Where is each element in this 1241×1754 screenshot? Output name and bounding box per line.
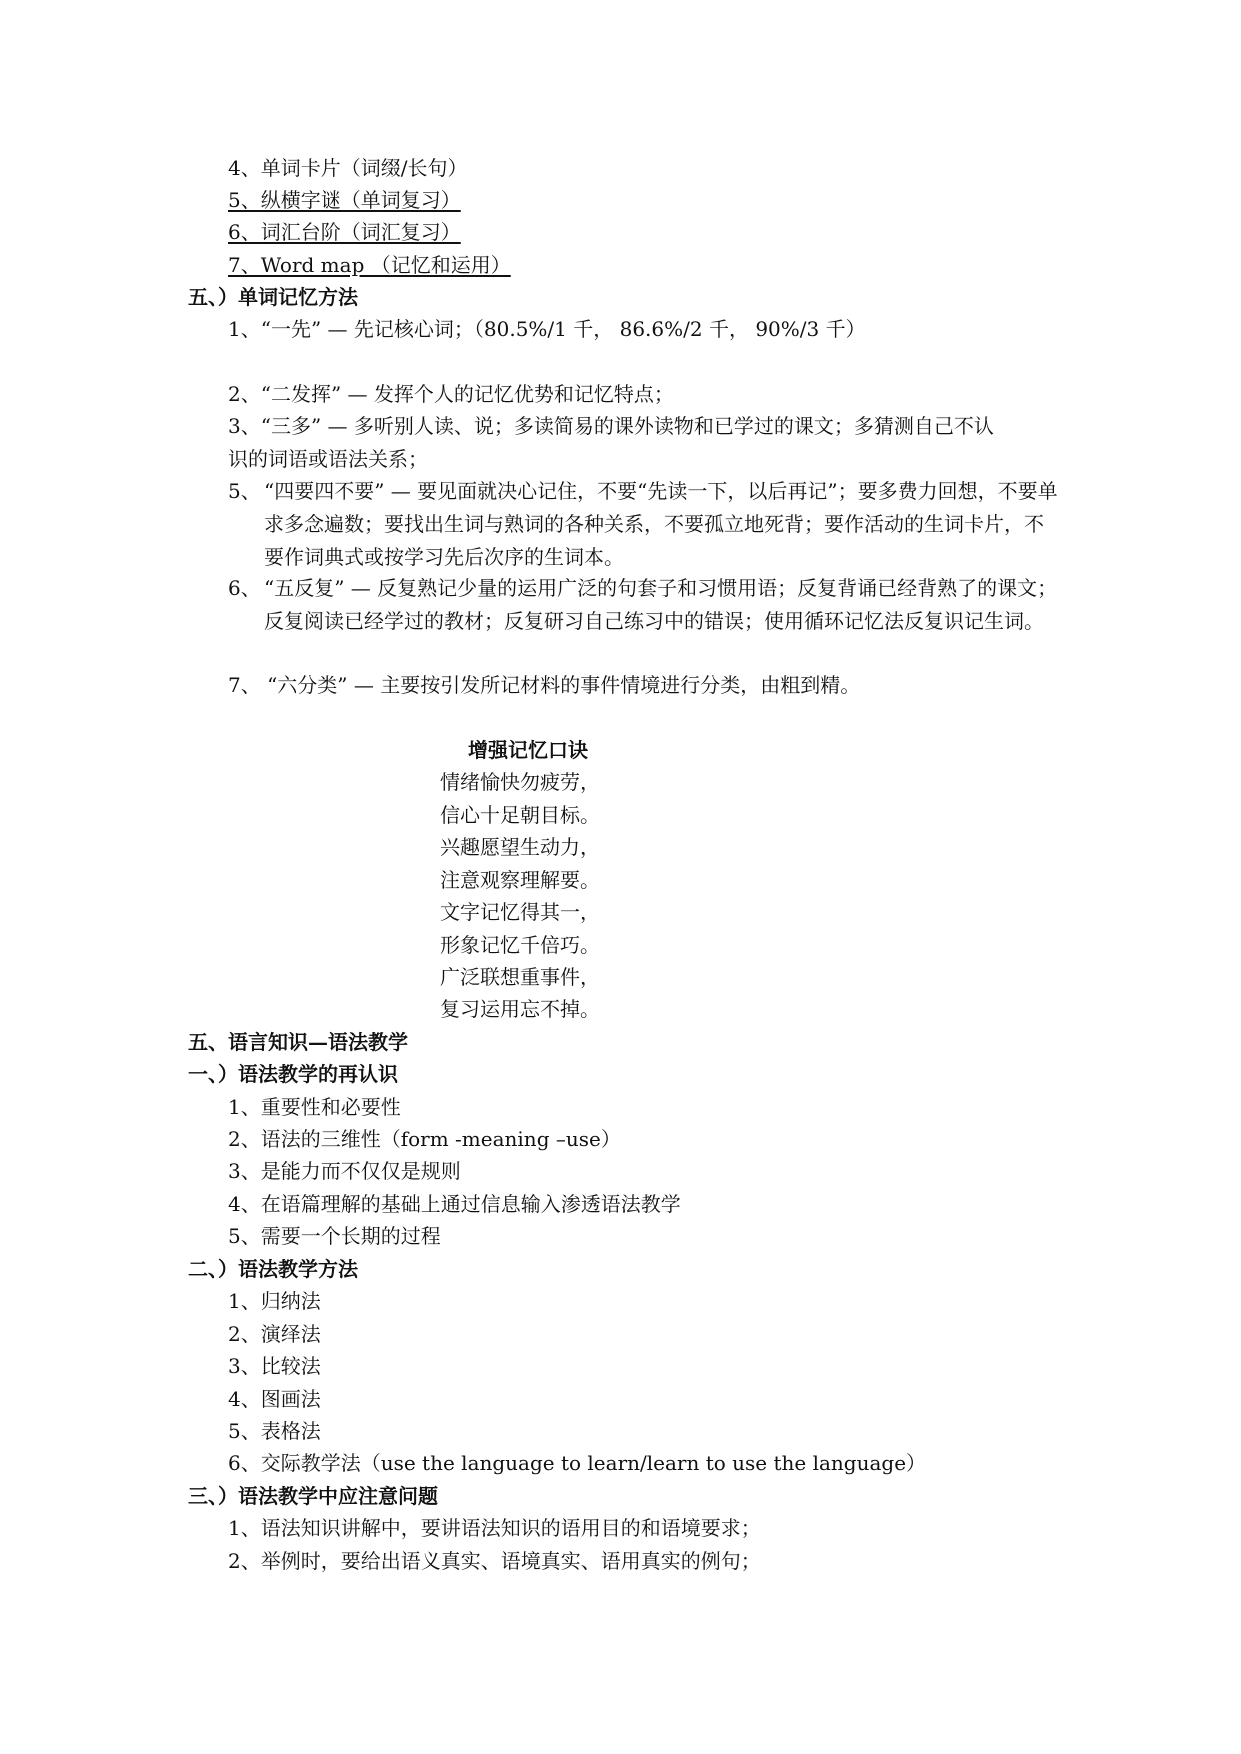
grammar-sub3-item: 1、语法知识讲解中，要讲语法知识的语用目的和语境要求； [228,1516,761,1540]
poem-line: 复习运用忘不掉。 [440,997,600,1021]
memory-item-6-text: “五反复” — 反复熟记少量的运用广泛的句套子和习惯用语；反复背诵已经背熟了的课文；反复阅读已经学过的教材；反复研习自己练习中的错误；使用循环记忆法反复识记生词。 [264,576,1058,633]
grammar-sub1-item: 5、需要一个长期的过程 [228,1224,441,1248]
memory-item-5 [228,475,1058,574]
vocab-tool-4: 4、单词卡片（词缀/长句） [228,156,468,180]
memory-item-2: 2、“二发挥” — 发挥个人的记忆优势和记忆特点； [228,382,674,406]
memory-item-1: 1、“一先” — 先记核心词；（80.5%/1 千， 86.6%/2 千， 90%/3 千） [228,317,866,341]
memory-methods-heading: 五、）单词记忆方法 [188,285,358,309]
vocab-tool-6: 6、词汇台阶（词汇复习） [228,220,461,244]
grammar-sub2-item: 3、比较法 [228,1354,321,1378]
memory-item-6 [228,572,1058,638]
poem-line: 广泛联想重事件， [440,965,600,989]
grammar-sub3-heading: 三、）语法教学中应注意问题 [188,1484,438,1508]
memory-item-7: 7、 “六分类” — 主要按引发所记材料的事件情境进行分类，由粗到精。 [228,673,861,697]
vocab-tool-5: 5、纵横字谜（单词复习） [228,188,461,212]
poem-line: 兴趣愿望生动力， [440,835,600,859]
grammar-sub1-item: 1、重要性和必要性 [228,1095,401,1119]
poem-line: 注意观察理解要。 [440,868,600,892]
vocab-tool-7: 7、Word map （记忆和运用） [228,253,511,277]
memory-item-3-line2: 识的词语或语法关系； [228,447,428,471]
poem-line: 情绪愉快勿疲劳， [440,770,600,794]
poem-line: 信心十足朝目标。 [440,803,600,827]
poem-title: 增强记忆口诀 [468,738,588,762]
grammar-sub2-item: 4、图画法 [228,1387,321,1411]
grammar-sub2-heading: 二、）语法教学方法 [188,1257,358,1281]
memory-item-5-text: “四要四不要” — 要见面就决心记住，不要“先读一下，以后再记”；要多费力回想，不要单求多念遍数；要找出生词与熟词的各种关系，不要孤立地死背；要作活动的生词卡片，不要作词典式或按学习先后次序的生词本。 [264,479,1058,569]
poem-line: 文字记忆得其一， [440,900,600,924]
grammar-sub2-item: 1、归纳法 [228,1289,321,1313]
grammar-sub2-item: 2、演绎法 [228,1322,321,1346]
grammar-sub1-item: 3、是能力而不仅仅是规则 [228,1159,461,1183]
grammar-sub2-item: 6、交际教学法（use the language to learn/learn to use the language） [228,1451,927,1475]
memory-item-5-number: 5、 [228,479,261,503]
memory-item-6-number: 6、 [228,576,261,600]
grammar-sub1-item: 2、语法的三维性（form -meaning –use） [228,1127,621,1151]
grammar-sub1-item: 4、在语篇理解的基础上通过信息输入渗透语法教学 [228,1192,681,1216]
grammar-section-title: 五、语言知识—语法教学 [188,1030,408,1054]
grammar-sub2-item: 5、表格法 [228,1419,321,1443]
grammar-sub3-item: 2、举例时，要给出语义真实、语境真实、语用真实的例句； [228,1549,761,1573]
grammar-sub1-heading: 一、）语法教学的再认识 [188,1062,398,1086]
poem-line: 形象记忆千倍巧。 [440,933,600,957]
memory-item-3-line1: 3、“三多” — 多听别人读、说；多读简易的课外读物和已学过的课文；多猜测自己不认 [228,414,994,438]
